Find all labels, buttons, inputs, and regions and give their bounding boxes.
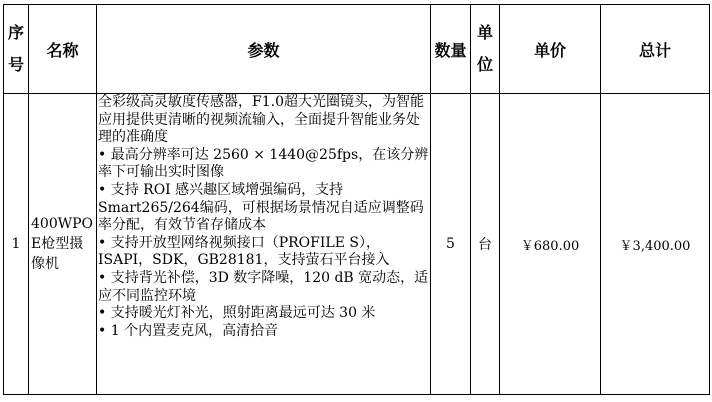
- header-seq-line2: 号: [7, 55, 24, 74]
- quotation-sheet: [3, 4, 709, 398]
- header-seq-line1: 序: [7, 23, 24, 42]
- row-params: [97, 94, 431, 395]
- row-name: 400WPOE枪型摄像机: [29, 94, 97, 395]
- header-unit-line2: 位: [476, 55, 493, 74]
- header-total: 总计: [601, 5, 710, 94]
- params-feature: • 1 个内置麦克风，高清拾音: [98, 323, 429, 341]
- params-feature: • 支持开放型网络视频接口（PROFILE S），ISAPI，SDK，GB28181，支持萤石平台接入: [98, 235, 429, 270]
- header-params: 参数: [97, 5, 431, 94]
- params-feature: • 支持 ROI 感兴趣区域增强编码，支持 Smart265/264编码，可根据场景情况自适应调整码率分配，有效节省存储成本: [98, 182, 429, 235]
- header-row: [4, 5, 710, 94]
- params-intro: 全彩级高灵敏度传感器，F1.0超大光圈镜头，为智能应用提供更清晰的视频流输入，全面提升智能业务处理的准确度: [98, 94, 424, 146]
- row-qty: 5: [431, 94, 471, 395]
- header-name: 名称: [29, 5, 97, 94]
- header-unit-line1: 单: [476, 23, 493, 42]
- row-seq: 1: [4, 94, 29, 395]
- header-qty: 数量: [431, 5, 471, 94]
- header-unit: [471, 5, 500, 94]
- header-seq: [4, 5, 29, 94]
- row-unit-price: ￥680.00: [500, 94, 601, 395]
- params-feature: • 最高分辨率可达 2560 × 1440@25fps，在该分辨率下可输出实时图像: [98, 147, 429, 182]
- row-total: ￥3,400.00: [601, 94, 710, 395]
- params-feature: • 支持暖光灯补光，照射距离最远可达 30 米: [98, 305, 429, 323]
- header-unit-price: 单价: [500, 5, 601, 94]
- quotation-table: [3, 4, 710, 395]
- row-unit: 台: [471, 94, 500, 395]
- params-feature: • 支持背光补偿，3D 数字降噪，120 dB 宽动态，适应不同监控环境: [98, 270, 429, 305]
- table-row: [4, 94, 710, 395]
